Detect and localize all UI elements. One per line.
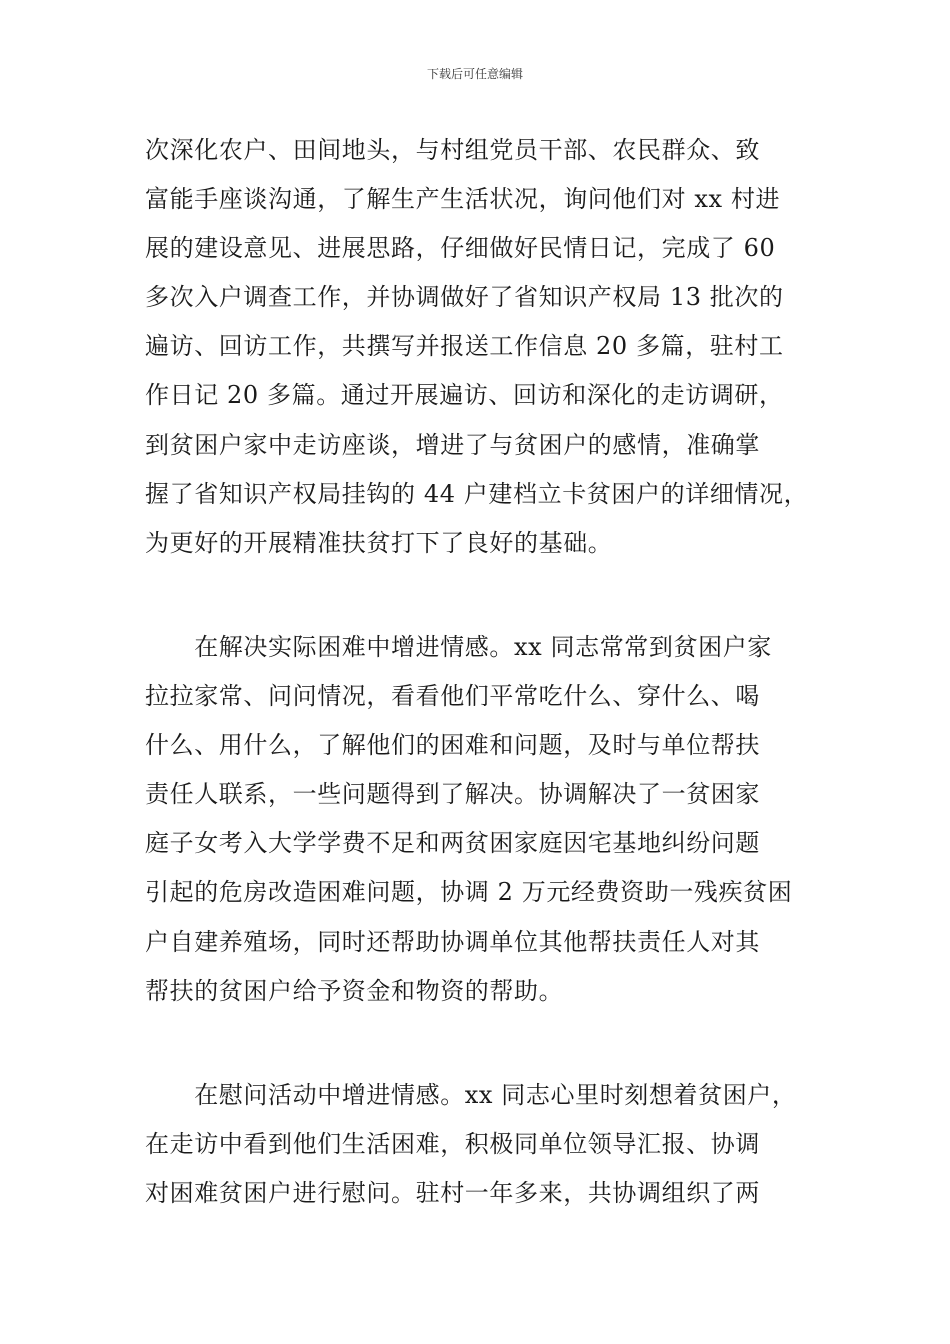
- text-line: 帮扶的贫困户给予资金和物资的帮助。: [145, 976, 564, 1005]
- text-line: 对困难贫困户进行慰问。驻村一年多来，共协调组织了两: [145, 1179, 760, 1208]
- paragraph-1: [145, 126, 825, 568]
- text-line: 庭子女考入大学学费不足和两贫困家庭因宅基地纠纷问题: [145, 829, 760, 858]
- text-line: 拉拉家常、问问情况，看看他们平常吃什么、穿什么、喝: [145, 682, 760, 711]
- paragraph-2: [145, 623, 825, 1016]
- text-line: 富能手座谈沟通，了解生产生活状况，询问他们对 xx 村进: [145, 185, 781, 214]
- text-line: 次深化农户、田间地头，与村组党员干部、农民群众、致: [145, 136, 760, 164]
- text-line: 在走访中看到他们生活困难，积极同单位领导汇报、协调: [145, 1130, 760, 1159]
- text-line: 引起的危房改造困难问题，协调 2 万元经费资助一残疾贫困: [145, 878, 793, 907]
- text-line: 责任人联系，一些问题得到了解决。协调解决了一贫困家: [145, 780, 760, 809]
- text-line: 握了省知识产权局挂钩的 44 户建档立卡贫困户的详细情况，: [145, 479, 809, 508]
- text-line: 遍访、回访工作，共撰写并报送工作信息 20 多篇，驻村工: [145, 332, 784, 361]
- text-line: 多次入户调查工作，并协调做好了省知识产权局 13 批次的: [145, 283, 784, 312]
- text-line: 在解决实际困难中增进情感。xx 同志常常到贫困户家: [145, 633, 772, 661]
- text-line: 什么、用什么，了解他们的困难和问题，及时与单位帮扶: [145, 731, 760, 760]
- text-line: 作日记 20 多篇。通过开展遍访、回访和深化的走访调研，: [145, 381, 784, 410]
- text-line: 户自建养殖场，同时还帮助协调单位其他帮扶责任人对其: [145, 927, 760, 956]
- text-line: 为更好的开展精准扶贫打下了良好的基础。: [145, 528, 613, 557]
- text-line: 到贫困户家中走访座谈，增进了与贫困户的感情，准确掌: [145, 430, 760, 459]
- page-header: 下载后可任意编辑: [426, 67, 523, 81]
- text-line: 展的建设意见、进展思路，仔细做好民情日记，完成了 60: [145, 234, 776, 263]
- paragraph-3: [145, 1071, 825, 1218]
- text-line: 在慰问活动中增进情感。xx 同志心里时刻想着贫困户，: [145, 1081, 797, 1109]
